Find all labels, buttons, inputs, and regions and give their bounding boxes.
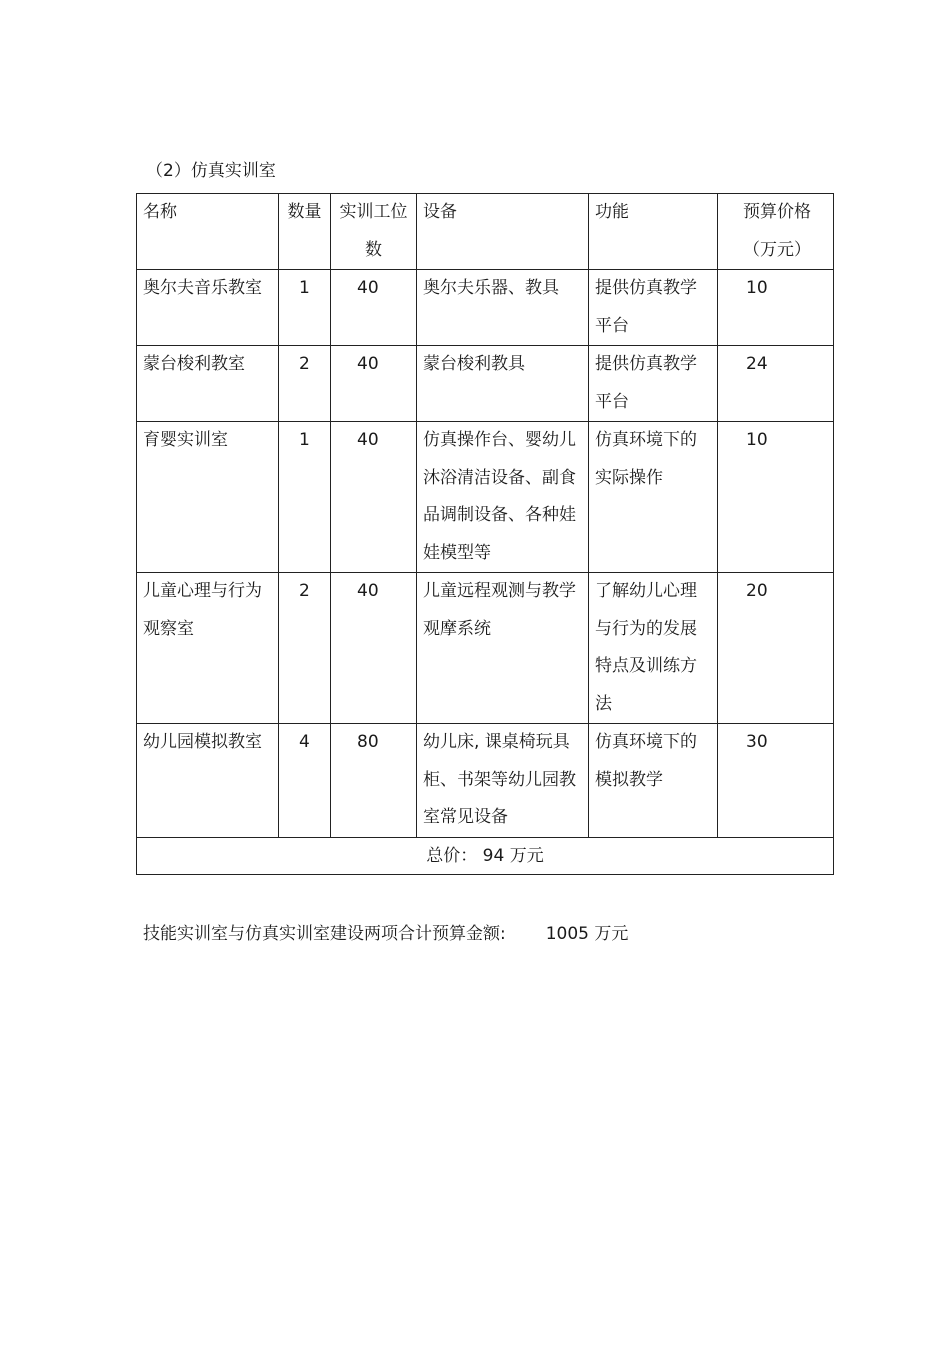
cell-qty: 2 (279, 573, 331, 724)
header-positions: 实训工位数 (331, 194, 417, 270)
simulation-room-budget-table (136, 193, 834, 875)
cell-qty: 4 (279, 724, 331, 838)
header-function: 功能 (589, 194, 718, 270)
cell-budget: 10 (718, 270, 834, 346)
table-row (137, 422, 834, 573)
cell-equipment: 儿童远程观测与教学观摩系统 (417, 573, 589, 724)
cell-qty: 1 (279, 270, 331, 346)
cell-budget: 30 (718, 724, 834, 838)
table-header-row (137, 194, 834, 270)
cell-positions: 40 (331, 270, 417, 346)
cell-budget: 10 (718, 422, 834, 573)
cell-budget: 20 (718, 573, 834, 724)
cell-qty: 1 (279, 422, 331, 573)
budget-summary (143, 920, 628, 948)
cell-equipment: 幼儿床, 课桌椅玩具柜、书架等幼儿园教室常见设备 (417, 724, 589, 838)
section-title: （2）仿真实训室 (146, 161, 276, 181)
cell-function: 仿真环境下的模拟教学 (589, 724, 718, 838)
cell-function: 提供仿真教学平台 (589, 270, 718, 346)
cell-name: 幼儿园模拟教室 (137, 724, 279, 838)
table-row (137, 573, 834, 724)
cell-name: 奥尔夫音乐教室 (137, 270, 279, 346)
summary-label: 技能实训室与仿真实训室建设两项合计预算金额: (143, 924, 506, 944)
summary-amount: 1005 万元 (545, 924, 629, 944)
header-budget: 预算价格（万元） (718, 194, 834, 270)
cell-equipment: 蒙台梭利教具 (417, 346, 589, 422)
header-equipment: 设备 (417, 194, 589, 270)
header-qty: 数量 (279, 194, 331, 270)
table-row (137, 346, 834, 422)
cell-name: 蒙台梭利教室 (137, 346, 279, 422)
cell-positions: 80 (331, 724, 417, 838)
total-price: 总价： 94 万元 (137, 837, 834, 874)
cell-qty: 2 (279, 346, 331, 422)
cell-name: 育婴实训室 (137, 422, 279, 573)
cell-equipment: 奥尔夫乐器、教具 (417, 270, 589, 346)
header-name: 名称 (137, 194, 279, 270)
table-row (137, 270, 834, 346)
cell-function: 仿真环境下的实际操作 (589, 422, 718, 573)
cell-positions: 40 (331, 573, 417, 724)
cell-positions: 40 (331, 422, 417, 573)
table-row (137, 724, 834, 838)
cell-positions: 40 (331, 346, 417, 422)
table-total-row (137, 837, 834, 874)
cell-name: 儿童心理与行为观察室 (137, 573, 279, 724)
cell-equipment: 仿真操作台、婴幼儿沐浴清洁设备、副食品调制设备、各种娃娃模型等 (417, 422, 589, 573)
cell-budget: 24 (718, 346, 834, 422)
cell-function: 了解幼儿心理与行为的发展特点及训练方法 (589, 573, 718, 724)
cell-function: 提供仿真教学平台 (589, 346, 718, 422)
